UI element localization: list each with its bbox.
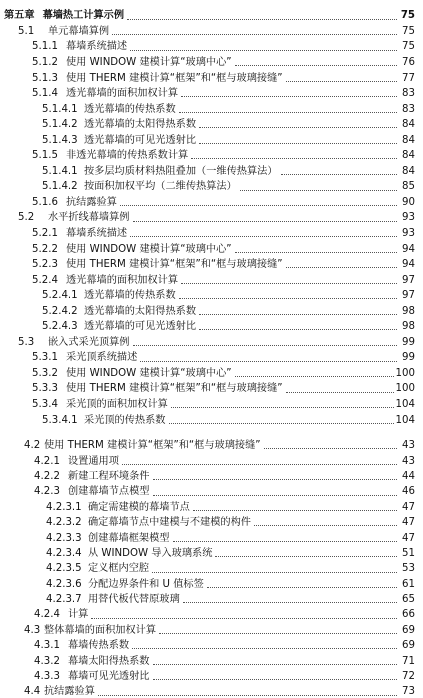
toc-entry-number: 4.4 xyxy=(24,686,41,698)
toc-entry-number: 5.1.4.3 xyxy=(42,134,78,146)
dot-leader xyxy=(281,174,397,175)
toc-entry-title: 整体幕墙的面积加权计算 xyxy=(44,624,157,636)
dot-leader xyxy=(153,495,398,496)
toc-entry-title: 幕墙太阳得热系数 xyxy=(68,655,150,667)
toc-entry-title: 创建幕墙框架模型 xyxy=(88,532,170,544)
dot-leader xyxy=(153,479,398,480)
toc-entry[interactable] xyxy=(0,193,423,209)
toc-entry-page-number: 65 xyxy=(402,594,415,606)
dot-leader xyxy=(153,664,398,665)
toc-entry-number: 5.2.3 xyxy=(32,259,58,271)
dot-leader xyxy=(235,65,397,66)
toc-entry-title: 幕墙系统描述 xyxy=(66,228,128,239)
toc-entry[interactable] xyxy=(0,161,423,177)
toc-entry[interactable] xyxy=(0,651,423,666)
toc-entry-page-number: 98 xyxy=(402,305,415,317)
toc-entry-page-number: 104 xyxy=(395,399,415,411)
toc-entry-title: 按面积加权平均（二维传热算法） xyxy=(84,181,237,193)
toc-entry-number: 4.2.3.6 xyxy=(46,578,82,590)
toc-entry-page-number: 75 xyxy=(402,41,415,53)
toc-entry-number: 4.3.1 xyxy=(34,640,60,652)
toc-entry-number: 5.1.4.1 xyxy=(42,165,78,177)
dot-leader xyxy=(215,556,397,557)
toc-entry[interactable] xyxy=(0,364,423,380)
toc-entry-page-number: 100 xyxy=(395,367,415,379)
dot-leader xyxy=(133,345,398,346)
dot-leader xyxy=(235,376,394,377)
toc-entry[interactable] xyxy=(0,37,423,53)
toc-entry-page-number: 72 xyxy=(402,671,415,683)
toc-entry[interactable] xyxy=(0,177,423,193)
dot-leader xyxy=(153,679,398,680)
toc-entry[interactable] xyxy=(0,559,423,574)
toc-entry-number: 4.2.1 xyxy=(34,455,60,467)
dot-leader xyxy=(235,252,397,253)
toc-entry-title: 新建工程环境条件 xyxy=(68,470,150,482)
toc-entry-number: 4.2.4 xyxy=(34,609,60,621)
toc-entry-title: 幕墙系统描述 xyxy=(66,41,128,53)
toc-entry[interactable] xyxy=(0,6,423,22)
toc-entry-page-number: 77 xyxy=(402,72,415,84)
toc-entry[interactable] xyxy=(0,379,423,395)
toc-entry-page-number: 93 xyxy=(402,228,415,239)
toc-entry-page-number: 47 xyxy=(402,501,415,513)
dot-leader xyxy=(179,112,397,113)
dot-leader xyxy=(91,618,397,619)
toc-entry-title: 定义框内空腔 xyxy=(88,563,150,575)
toc-entry-number: 5.1.6 xyxy=(32,196,58,208)
toc-entry[interactable] xyxy=(0,208,423,224)
toc-entry-page-number: 53 xyxy=(402,563,415,575)
toc-entry[interactable] xyxy=(0,395,423,411)
dot-leader xyxy=(112,34,397,35)
toc-entry-page-number: 51 xyxy=(402,547,415,559)
toc-entry-number: 5.3.2 xyxy=(32,367,58,379)
toc-entry[interactable] xyxy=(0,513,423,528)
toc-entry[interactable] xyxy=(0,590,423,605)
toc-entry-page-number: 104 xyxy=(395,414,415,426)
dot-leader xyxy=(133,221,398,222)
dot-leader xyxy=(286,392,394,393)
toc-entry-number: 5.3 xyxy=(18,336,35,348)
dot-leader xyxy=(199,127,397,128)
toc-entry-title: 透光幕墙的面积加权计算 xyxy=(66,274,179,286)
toc-entry-title: 幕墙传热系数 xyxy=(68,640,130,652)
toc-entry-number: 5.2.4.2 xyxy=(42,305,78,317)
toc-entry-page-number: 85 xyxy=(402,181,415,193)
toc-entry[interactable] xyxy=(0,286,423,302)
dot-leader xyxy=(130,50,397,51)
toc-entry-number: 5.1.2 xyxy=(32,56,58,68)
toc-entry-page-number: 100 xyxy=(395,383,415,395)
toc-entry-title: 透光幕墙的太阳得热系数 xyxy=(84,119,197,131)
toc-entry[interactable] xyxy=(0,84,423,100)
toc-entry-number: 4.2.3.1 xyxy=(46,501,82,513)
toc-entry-title: 使用 THERM 建模计算“框架”和“框与玻璃接缝” xyxy=(66,259,283,271)
toc-entry-page-number: 93 xyxy=(402,212,415,224)
toc-entry[interactable] xyxy=(0,528,423,543)
toc-entry-page-number: 84 xyxy=(402,165,415,177)
toc-entry-number: 5.2.4.3 xyxy=(42,321,78,333)
dot-leader xyxy=(179,298,397,299)
toc-entry-number: 5.1.4.1 xyxy=(42,103,78,115)
toc-entry-number: 5.2.2 xyxy=(32,243,58,255)
toc-entry-title: 确定幕墙节点中建模与不建模的构件 xyxy=(88,517,251,529)
toc-entry-page-number: 76 xyxy=(402,56,415,68)
dot-leader xyxy=(264,448,397,449)
dot-leader xyxy=(254,525,397,526)
toc-entry-title: 创建幕墙节点模型 xyxy=(68,486,150,498)
toc-entry-page-number: 47 xyxy=(402,532,415,544)
toc-entry-number: 5.3.3 xyxy=(32,383,58,395)
toc-entry-title: 抗结露验算 xyxy=(66,196,117,208)
toc-entry-number: 4.2.2 xyxy=(34,470,60,482)
toc-entry-page-number: 94 xyxy=(402,259,415,271)
toc-entry-title: 使用 WINDOW 建模计算“玻璃中心” xyxy=(66,243,232,255)
toc-entry-page-number: 47 xyxy=(402,517,415,529)
dot-leader xyxy=(122,464,397,465)
toc-entry-number: 5.3.1 xyxy=(32,352,58,364)
toc-entry-title: 非透光幕墙的传热系数计算 xyxy=(66,150,189,162)
toc-entry[interactable] xyxy=(0,255,423,271)
toc-entry[interactable] xyxy=(0,146,423,162)
toc-entry[interactable] xyxy=(0,667,423,682)
toc-entry-title: 透光幕墙的传热系数 xyxy=(84,290,176,302)
toc-entry-title: 透光幕墙的太阳得热系数 xyxy=(84,305,197,317)
toc-entry[interactable] xyxy=(0,621,423,636)
toc-entry-title: 抗结露验算 xyxy=(44,686,95,698)
toc-entry-title: 按多层均质材料热阻叠加（一维传热算法） xyxy=(84,165,278,177)
toc-entry-number: 5.1.4.2 xyxy=(42,119,78,131)
toc-entry-page-number: 69 xyxy=(402,640,415,652)
toc-entry[interactable] xyxy=(0,115,423,131)
toc-entry[interactable] xyxy=(0,99,423,115)
dot-leader xyxy=(130,236,397,237)
toc-entry-page-number: 97 xyxy=(402,290,415,302)
toc-entry-title: 采光顶的传热系数 xyxy=(84,414,166,426)
dot-leader xyxy=(199,143,397,144)
dot-leader xyxy=(199,314,397,315)
toc-entry-title: 透光幕墙的传热系数 xyxy=(84,103,176,115)
toc-entry-number: 4.2.3.4 xyxy=(46,547,82,559)
toc-entry-title: 使用 WINDOW 建模计算“玻璃中心” xyxy=(66,367,232,379)
toc-entry-number: 4.2 xyxy=(24,440,41,452)
toc-entry[interactable] xyxy=(0,53,423,69)
toc-entry-number: 5.2.4 xyxy=(32,274,58,286)
toc-entry-page-number: 83 xyxy=(402,103,415,115)
toc-entry[interactable] xyxy=(0,130,423,146)
toc-entry-page-number: 98 xyxy=(402,321,415,333)
toc-entry-title: 用替代板代替原玻璃 xyxy=(88,594,180,606)
toc-entry-number: 4.2.3.2 xyxy=(46,517,82,529)
toc-entry[interactable] xyxy=(0,498,423,513)
toc-entry[interactable] xyxy=(0,239,423,255)
toc-entry-page-number: 84 xyxy=(402,150,415,162)
toc-entry-title: 计算 xyxy=(68,609,89,621)
toc-entry-number: 第五章 xyxy=(4,10,35,22)
toc-entry-page-number: 73 xyxy=(402,686,415,698)
toc-entry-number: 4.3.3 xyxy=(34,671,60,683)
dot-leader xyxy=(240,190,397,191)
dot-leader xyxy=(193,510,397,511)
toc-entry-title: 透光幕墙的可见光透射比 xyxy=(84,134,197,146)
toc-entry-page-number: 69 xyxy=(402,624,415,636)
dot-leader xyxy=(171,407,394,408)
toc-entry-title: 幕墙热工计算示例 xyxy=(42,10,125,22)
toc-entry-title: 采光顶的面积加权计算 xyxy=(66,399,168,411)
dot-leader xyxy=(127,19,397,20)
dot-leader xyxy=(199,329,397,330)
toc-entry[interactable] xyxy=(0,605,423,620)
dot-leader xyxy=(132,648,397,649)
dot-leader xyxy=(98,695,397,696)
toc-entry[interactable] xyxy=(0,68,423,84)
toc-chapter-4-excerpt xyxy=(0,436,423,698)
dot-leader xyxy=(286,267,397,268)
toc-entry-number: 5.3.4.1 xyxy=(42,414,78,426)
toc-entry-page-number: 43 xyxy=(402,455,415,467)
toc-entry-page-number: 94 xyxy=(402,243,415,255)
toc-entry-page-number: 83 xyxy=(402,88,415,100)
toc-entry-number: 4.3.2 xyxy=(34,655,60,667)
toc-entry[interactable] xyxy=(0,575,423,590)
toc-entry-number: 5.1 xyxy=(18,25,35,37)
toc-entry[interactable] xyxy=(0,224,423,240)
toc-entry[interactable] xyxy=(0,301,423,317)
toc-entry-number: 5.1.5 xyxy=(32,150,58,162)
toc-entry[interactable] xyxy=(0,332,423,348)
toc-entry-title: 使用 THERM 建模计算“框架”和“框与玻璃接缝” xyxy=(44,440,261,452)
toc-entry-title: 分配边界条件和 U 值标签 xyxy=(88,578,204,590)
dot-leader xyxy=(181,96,397,97)
toc-entry-page-number: 61 xyxy=(402,578,415,590)
toc-entry-page-number: 46 xyxy=(402,486,415,498)
dot-leader xyxy=(159,633,397,634)
toc-entry-number: 4.2.3.5 xyxy=(46,563,82,575)
toc-entry[interactable] xyxy=(0,682,423,697)
toc-entry[interactable] xyxy=(0,467,423,482)
toc-entry-title: 水平折线幕墙算例 xyxy=(48,212,130,224)
toc-entry-title: 确定需建模的幕墙节点 xyxy=(88,501,190,513)
dot-leader xyxy=(140,361,397,362)
dot-leader xyxy=(183,602,397,603)
toc-entry-title: 设置通用项 xyxy=(68,455,119,467)
toc-entry[interactable] xyxy=(0,270,423,286)
dot-leader xyxy=(152,572,397,573)
toc-entry-title: 从 WINDOW 导入玻璃系统 xyxy=(88,547,213,559)
toc-entry-number: 4.2.3.3 xyxy=(46,532,82,544)
toc-entry-title: 透光幕墙的面积加权计算 xyxy=(66,88,179,100)
toc-entry-title: 幕墙可见光透射比 xyxy=(68,671,150,683)
toc-entry-title: 单元幕墙算例 xyxy=(48,25,110,37)
toc-entry-number: 5.1.4 xyxy=(32,88,58,100)
toc-entry-number: 5.1.1 xyxy=(32,41,58,53)
toc-entry[interactable] xyxy=(0,317,423,333)
toc-entry-page-number: 99 xyxy=(402,336,415,348)
toc-entry-page-number: 44 xyxy=(402,470,415,482)
toc-entry-number: 5.2.4.1 xyxy=(42,290,78,302)
toc-entry-title: 使用 THERM 建模计算“框架”和“框与玻璃接缝” xyxy=(66,72,283,84)
toc-entry-page-number: 71 xyxy=(402,655,415,667)
dot-leader xyxy=(191,158,397,159)
toc-entry-number: 4.2.3.7 xyxy=(46,594,82,606)
toc-entry-number: 5.1.4.2 xyxy=(42,181,78,193)
dot-leader xyxy=(120,205,397,206)
toc-entry[interactable] xyxy=(0,451,423,466)
dot-leader xyxy=(286,81,397,82)
toc-entry[interactable] xyxy=(0,436,423,451)
toc-entry-page-number: 43 xyxy=(402,440,415,452)
toc-entry-page-number: 66 xyxy=(402,609,415,621)
toc-entry[interactable] xyxy=(0,22,423,38)
toc-chapter-5 xyxy=(0,6,423,426)
toc-entry-page-number: 99 xyxy=(402,352,415,364)
toc-entry-page-number: 90 xyxy=(402,196,415,208)
toc-entry[interactable] xyxy=(0,636,423,651)
toc-entry-title: 嵌入式采光顶算例 xyxy=(48,336,130,348)
toc-entry[interactable] xyxy=(0,482,423,497)
dot-leader xyxy=(207,587,397,588)
dot-leader xyxy=(181,283,397,284)
toc-entry-page-number: 84 xyxy=(402,134,415,146)
toc-entry-title: 透光幕墙的可见光透射比 xyxy=(84,321,197,333)
toc-entry-number: 5.3.4 xyxy=(32,399,58,411)
toc-entry[interactable] xyxy=(0,348,423,364)
toc-entry-number: 5.1.3 xyxy=(32,72,58,84)
toc-entry-title: 采光顶系统描述 xyxy=(66,352,138,364)
toc-entry-page-number: 97 xyxy=(402,274,415,286)
toc-entry-page-number: 84 xyxy=(402,119,415,131)
toc-entry-page-number: 75 xyxy=(400,10,415,22)
toc-entry-number: 5.2.1 xyxy=(32,228,58,239)
toc-entry-number: 5.2 xyxy=(18,212,35,224)
toc-entry[interactable] xyxy=(0,544,423,559)
toc-entry[interactable] xyxy=(0,410,423,426)
toc-entry-number: 4.3 xyxy=(24,624,41,636)
toc-entry-title: 使用 THERM 建模计算“框架”和“框与玻璃接缝” xyxy=(66,383,283,395)
toc-entry-title: 使用 WINDOW 建模计算“玻璃中心” xyxy=(66,56,232,68)
dot-leader xyxy=(173,541,398,542)
toc-entry-page-number: 75 xyxy=(402,25,415,37)
dot-leader xyxy=(169,423,394,424)
toc-entry-number: 4.2.3 xyxy=(34,486,60,498)
